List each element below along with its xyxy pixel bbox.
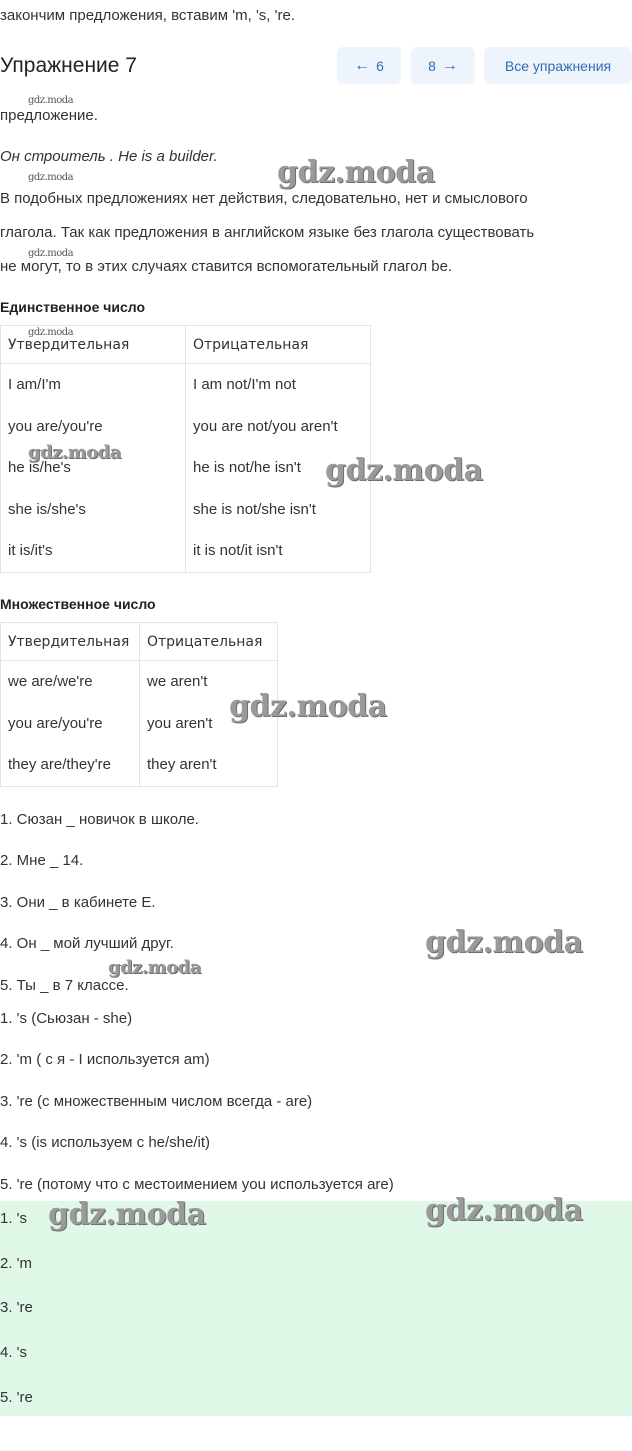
watermark: gdz.moda: [277, 155, 435, 190]
table-row: [1, 744, 278, 786]
exercise-item: 1. Сюзан _ новичок в школе.: [0, 811, 199, 828]
exercise-item: 4. Он _ мой лучший друг.: [0, 935, 174, 952]
column-header-affirmative: Утвердительная: [1, 623, 140, 661]
watermark: gdz.moda: [325, 453, 483, 488]
explanation-item: 2. 'm ( с я - I используется am): [0, 1051, 210, 1068]
paragraph-line: глагола. Так как предложения в английском языке без глагола существовать: [0, 224, 535, 241]
answer-block: [0, 1201, 632, 1416]
table-cell: it is not/it isn't: [186, 530, 371, 572]
column-header-affirmative: Утвердительная: [1, 326, 186, 364]
watermark: gdz.moda: [28, 95, 74, 106]
answer-item: 4. 's: [0, 1344, 28, 1361]
table-cell: they are/they're: [1, 744, 140, 786]
exercise-item: 3. Они _ в кабинете Е.: [0, 894, 156, 911]
explanation-item: 3. 're (с множественным числом всегда - are): [0, 1093, 313, 1110]
plural-heading: Множественное число: [0, 596, 156, 612]
singular-heading: Единственное число: [0, 299, 146, 315]
table-cell: we aren't: [140, 661, 278, 703]
explanation-item: 1. 's (Сьюзан - she): [0, 1010, 133, 1027]
answer-item: 2. 'm: [0, 1255, 33, 1272]
watermark: gdz.moda: [229, 689, 387, 724]
all-exercises-button[interactable]: [484, 47, 632, 84]
table-cell: you are not/you aren't: [186, 406, 371, 448]
table-cell: he is not/he isn't: [186, 447, 371, 489]
table-cell: it is/it's: [1, 530, 186, 572]
table-cell: we are/we're: [1, 661, 140, 703]
watermark: gdz.moda: [48, 1197, 206, 1232]
arrow-right-icon: →: [441, 56, 458, 74]
watermark: gdz.moda: [108, 957, 201, 978]
watermark: gdz.moda: [28, 248, 74, 259]
watermark: gdz.moda: [425, 925, 583, 960]
paragraph-line: В подобных предложениях нет действия, следовательно, нет и смыслового: [0, 190, 528, 207]
intro-line: закончим предложения, вставим 'm, 's, 're.: [0, 7, 296, 24]
table-row: [1, 406, 371, 448]
watermark: gdz.moda: [425, 1193, 583, 1228]
next-exercise-label: 8: [428, 57, 436, 74]
answer-item: 3. 're: [0, 1299, 33, 1316]
table-row: [1, 364, 371, 406]
prev-exercise-label: 6: [376, 57, 384, 74]
table-header-row: [1, 623, 278, 661]
paragraph-line: не могут, то в этих случаях ставится вспомогательный глагол be.: [0, 258, 453, 275]
answer-item: 1. 's: [0, 1210, 28, 1227]
watermark: gdz.moda: [28, 442, 121, 463]
table-cell: I am/I'm: [1, 364, 186, 406]
explanation-line: предложение.: [0, 107, 98, 124]
table-cell: you are/you're: [1, 406, 186, 448]
exercise-item: 5. Ты _ в 7 классе.: [0, 977, 129, 994]
next-exercise-button[interactable]: [411, 47, 475, 84]
column-header-negative: Отрицательная: [140, 623, 278, 661]
table-cell: he is/he's: [1, 447, 186, 489]
table-cell: I am not/I'm not: [186, 364, 371, 406]
explanation-item: 4. 's (is используем с he/she/it): [0, 1134, 211, 1151]
watermark: gdz.moda: [28, 172, 74, 183]
table-row: [1, 530, 371, 572]
arrow-left-icon: ←: [354, 56, 371, 74]
table-row: [1, 489, 371, 531]
explanation-item: 5. 're (потому что с местоимением you используется are): [0, 1176, 394, 1193]
table-cell: you aren't: [140, 703, 278, 745]
all-exercises-label: Все упражнения: [504, 57, 612, 74]
answer-item: 5. 're: [0, 1389, 33, 1406]
table-cell: she is/she's: [1, 489, 186, 531]
example-sentence: Он строитель . He is a builder.: [0, 148, 218, 165]
table-cell: you are/you're: [1, 703, 140, 745]
watermark: gdz.moda: [28, 327, 74, 338]
column-header-negative: Отрицательная: [186, 326, 371, 364]
table-cell: they aren't: [140, 744, 278, 786]
exercise-item: 2. Мне _ 14.: [0, 852, 84, 869]
table-cell: she is not/she isn't: [186, 489, 371, 531]
page-title: Упражнение 7: [0, 54, 137, 77]
prev-exercise-button[interactable]: [337, 47, 401, 84]
